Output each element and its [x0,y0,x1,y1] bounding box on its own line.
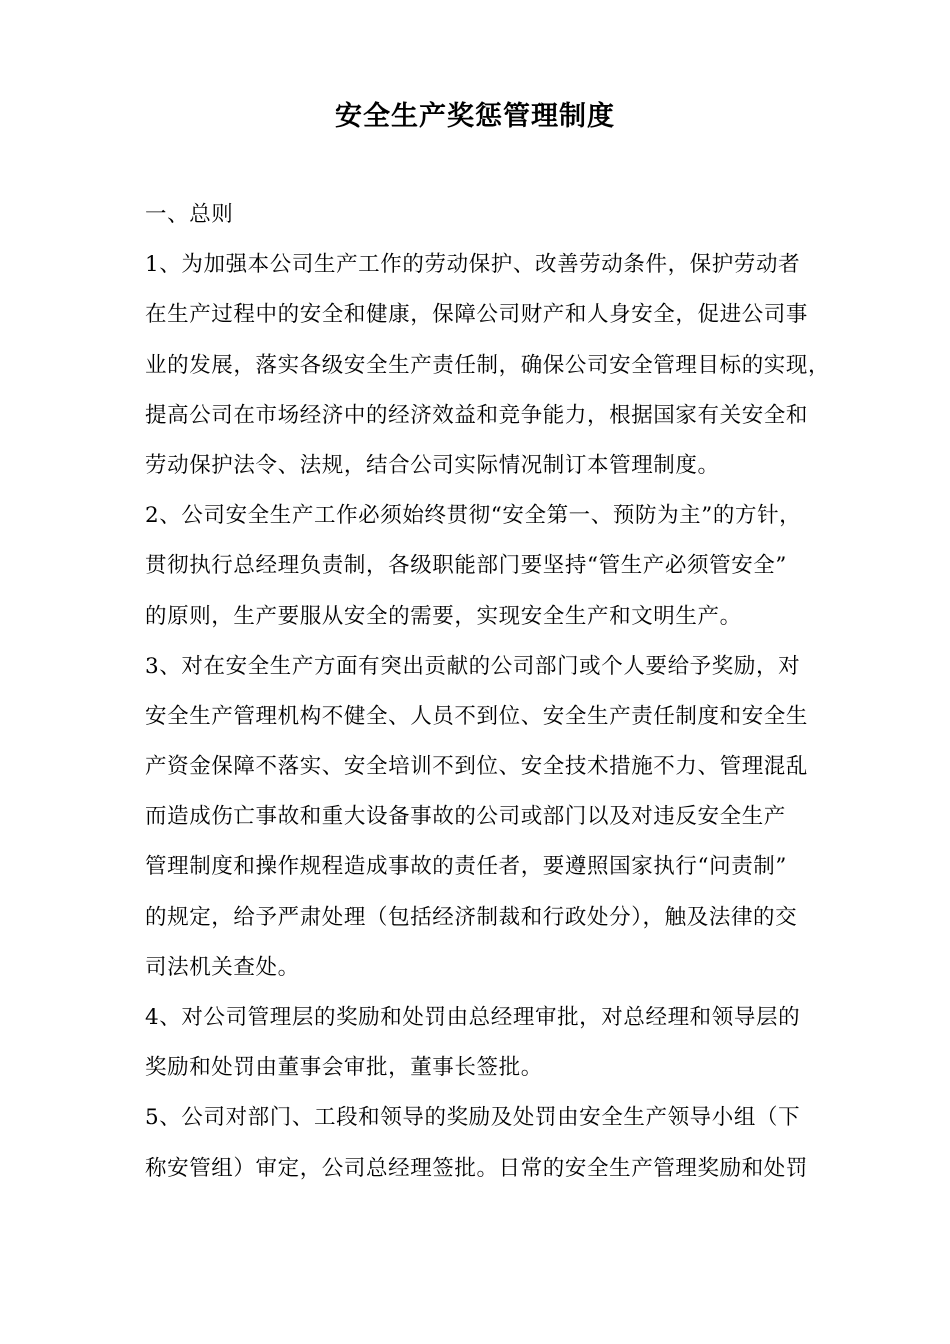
text-line: 的规定，给予严肃处理（包括经济制裁和行政处分），触及法律的交 [145,904,798,930]
text-line: 5、公司对部门、工段和领导的奖励及处罚由安全生产领导小组（下 [145,1105,801,1131]
text-line: 业的发展，落实各级安全生产责任制，确保公司安全管理目标的实现， [145,352,831,378]
text-line: 称安管组）审定，公司总经理签批。日常的安全生产管理奖励和处罚 [145,1155,809,1181]
text-line: 的原则，生产要服从安全的需要，实现安全生产和文明生产。 [145,603,742,629]
text-line: 在生产过程中的安全和健康，保障公司财产和人身安全，促进公司事 [145,302,809,328]
text-line: 司法机关查处。 [145,954,300,980]
text-line: 安全生产管理机构不健全、人员不到位、安全生产责任制度和安全生 [145,703,809,729]
text-line: 管理制度和操作规程造成事故的责任者，要遵照国家执行“问责制” [145,854,787,880]
text-line: 而造成伤亡事故和重大设备事故的公司或部门以及对违反安全生产 [145,804,786,830]
text-line: 产资金保障不落实、安全培训不到位、安全技术措施不力、管理混乱 [145,754,809,780]
text-line: 1、为加强本公司生产工作的劳动保护、改善劳动条件，保护劳动者 [145,252,801,278]
document-body [145,190,831,1194]
text-line: 提高公司在市场经济中的经济效益和竞争能力，根据国家有关安全和 [145,402,809,428]
text-line: 奖励和处罚由董事会审批，董事长签批。 [145,1055,543,1081]
text-line: 4、对公司管理层的奖励和处罚由总经理审批，对总经理和领导层的 [145,1005,801,1030]
text-line: 2、公司安全生产工作必须始终贯彻“安全第一、预防为主”的方针， [145,503,802,529]
text-line: 贯彻执行总经理负责制，各级职能部门要坚持“管生产必须管安全” [145,553,787,579]
section-heading: 一、总则 [145,202,234,227]
text-line: 3、对在安全生产方面有突出贡献的公司部门或个人要给予奖励，对 [145,653,801,679]
text-line: 劳动保护法令、法规，结合公司实际情况制订本管理制度。 [145,452,720,478]
document-title: 安全生产奖惩管理制度 [335,101,615,132]
